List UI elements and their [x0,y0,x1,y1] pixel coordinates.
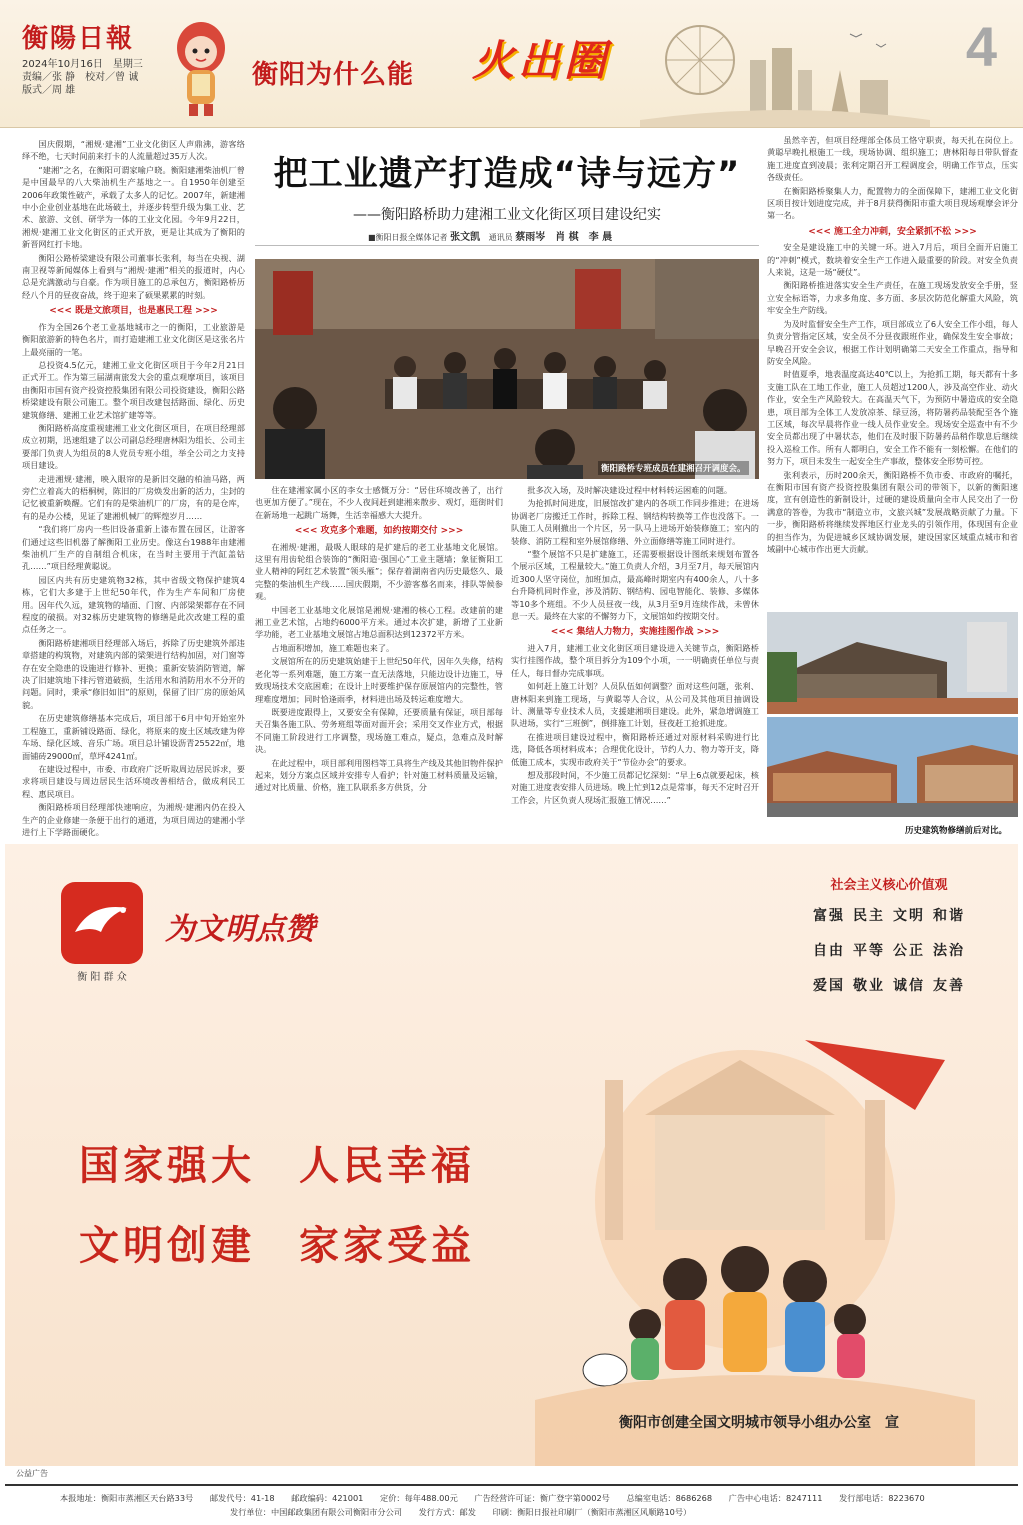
byline-source: ■衡阳日报全媒体记者 [368,233,448,242]
feature-title: 衡阳为什么能 [252,60,415,90]
value-word: 诚信 [893,978,925,994]
ad-label: 公益广告 [16,1469,48,1478]
values-row [789,905,989,925]
paragraph: 走进湘规·建湘，映入眼帘的是新旧交融的柏油马路，两旁伫立着高大的梧桐树，陈旧的厂房焕发出新的活力，尘封的记忆被重新唤醒。它们有的是柴油机厂的厂房，有的是仓库，有的是办公楼，见证了建湘机械厂的辉煌岁月…… [22,473,245,521]
paragraph: 在此过程中，项目部利用图档等工具将生产线及其他旧物件保护起来，划分方案点区域并安排专人看护；针对施工材料质量及运输，通过对比质量、价格，施工队联系多方供货，分 [255,757,503,793]
paragraph: 园区内共有历史建筑物32栋，其中省级文物保护建筑4栋，它们大多建于上世纪50年代，作为生产车间和厂房使用。因年代久远，建筑物的墙面、门窗、内部梁架都存在不同程度的破损。对32栋历史建筑物的修缮是此次改建工程的重点任务之一。 [22,574,245,635]
byline-correspondents: 蔡雨岑 肖 棋 李 晨 [515,232,613,243]
paragraph: 作为全国26个老工业基地城市之一的衡阳，工业旅游是衡阳旅游新的特色名片，而打造建湘工业文化街区是这张名片上最亮丽的一笔。 [22,321,245,357]
article-column-2 [255,484,503,840]
paragraph: 安全是建设施工中的关键一环。进入7月后，项目全面开启施工的“冲刺”模式，数块着安全生产工作进入最重要的阶段。对安全负责人来说，这是一场“硬仗”。 [767,242,1018,278]
paragraph: 国庆假期，“湘规·建湘”工业文化街区人声鼎沸，游客络绎不绝，七天时间前来打卡的人流量超过35万人次。 [22,139,245,162]
mascot-illustration [170,14,232,118]
byline-correspondent-label: 通讯员 [488,233,513,242]
value-word: 友善 [933,978,965,994]
byline-reporter: 张文凯 [450,232,481,243]
values-row [789,975,989,995]
byline [368,228,618,243]
paragraph: “整个展馆不只是扩建施工，还需要根据设计图纸来规划布置各个展示区域，工程量较大。”施工负责人介绍，3月至7月，每天展馆内近300人坚守岗位，加班加点，最高峰时期室内有400余人，八十多台升降机同时作业，涉及消防、钢结构、园电智能化、装修、多媒体等10多个班组。不少人员昼夜一线，从3月至9月连续作战，未曾休息一天。最终在大家的不懈努力下，文展馆如约按期交付。 [511,549,759,622]
logo-caption: 衡 阳 群 众 [77,972,127,983]
section-heading: <<< 施工全力冲刺，安全紧抓不松 >>> [808,226,977,237]
page-number: 4 [965,15,997,78]
masthead [0,0,1023,128]
paragraph: 在建设过程中，市委、市政府广泛听取周边居民诉求，要求将项目建设与周边居民生活环境改善相结合，做成利民工程、惠民项目。 [22,763,245,799]
paragraph: 住在建湘家属小区的李女士感慨万分：“居住环境改善了，出行也更加方便了。”现在，不少人夜间赶到建湘来散步、观灯，逛街时们在新场地一起跳广场舞，生活幸福感大大提升。 [255,485,503,520]
building-photo-caption: 历史建筑物修缮前后对比。 [905,826,1008,836]
edition-meta [22,58,143,97]
value-word: 富强 [813,908,845,924]
paragraph: 在衡阳路桥聚集人力，配置物力的全面保障下，建湘工业文化街区项目按计划进度完成，并于8月获得衡阳市重大项目现场观摩会评分第一名。 [767,185,1018,221]
paragraph: “建湘”之名，在衡阳可谓家喻户晓。衡阳建湘柴油机厂曾是中国最早的八大柴油机生产基地之一。自1950年创建至2006年政策性破产，承载了太多人的记忆。2007年，新建湘中小企业创业基地在此场破土，并逐步转型升级为集工业、艺术、旅游、文创、研学为一体的工业文化园。今年9月22日，湘规·建湘工业文化街区的正式开放，更是让其成为了衡阳的新晋网红打卡地。 [22,164,245,250]
value-word: 公正 [893,943,925,959]
footer-item: 本报地址：衡阳市蒸湘区天台路33号 [60,1493,194,1503]
core-values-panel [789,874,989,1010]
article-subhead: ——衡阳路桥助力建湘工业文化街区项目建设纪实 [353,207,661,223]
paragraph: 衡阳公路桥梁建设有限公司董事长张利，每当在央视、湖南卫视等新闻媒体上看到与“湘规·建湘”相关的报道时，内心总是充满激动与自豪。作为项目施工的总承包方，衡阳路桥历经八个月的昼夜奋战，终于迎来了硕果累累的时刻。 [22,252,245,300]
headline-divider [255,245,759,246]
paragraph: 为及时监督安全生产工作，项目部成立了6人安全工作小组，每人负责分管指定区域，安全员不分昼夜跟班作业，确保发生安全事故；早晚召开安全会议，根据工作计划明确第二天安全工作重点，指导和防安全风险。 [767,318,1018,366]
feature-highlight: 火出圈 [472,36,611,85]
footer-item: 广告中心电话：8247111 [728,1493,823,1503]
section-heading: <<< 既是文旅项目，也是惠民工程 >>> [49,306,218,317]
ad-organization: 衡阳市创建全国文明城市领导小组办公室 宣 [619,1415,899,1431]
newspaper-logo: 衡陽日報 [22,24,135,54]
article-column-3 [511,484,759,840]
paragraph: 张利表示，历时200余天，衡阳路桥不负市委、市政府的嘱托，在衡阳市国有资产投资控股集团有限公司的带领下，以新的衡阳速度，宣有创造性的新制设计，过硬的建设质量向全市人民交出了一份满意的答卷，为我市“制造立市，文旅兴城”发展战略贡献了力量。下一步，衡阳路桥将继续发挥地区行业龙头的引领作用，体现国有企业的担当作为，为促进城乡区域协调发展，建设国家区域重点城市和省域副中心城市作出更大贡献。 [767,469,1018,554]
article-headline: 把工业遗产打造成“诗与远方” [273,154,741,194]
footer-line-2 [230,1507,705,1518]
value-word: 法治 [933,943,965,959]
paragraph: 为抢抓时间进度，旧展馆改扩建内的各项工作同步推进；在进场协调老厂房搬迁工作时，拆除工程、钢结构转换等工作也没落下。一队施工人员刚撤出一个片区，另一队马上进场开始装修施工；室内的装修、消防工程和室外展馆修缮、外立面修缮等施工同时进行。 [511,498,759,546]
footer-item: 定价：每年488.00元 [380,1493,458,1503]
paragraph: 中国老工业基地文化展馆是湘规·建湘的核心工程。改建前的建湘工业艺术馆，占地约6000平方米。通过本次扩建，新增了工业新学功能，老工业基地文展馆占地总面积达到12372平方米。 [255,604,503,640]
meeting-photo-caption: 衡阳路桥专班成员在建湘召开调度会。 [598,461,749,475]
slogan-line-2: 文明创建 家家受益 [79,1222,475,1269]
core-values-title: 社会主义核心价值观 [830,878,948,893]
footer-item: 邮政编码：421001 [291,1493,364,1503]
paragraph: 总投资4.5亿元，建湘工业文化街区项目于今年2月21日正式开工。作为第三届湖南旅发大会的重点观摩项目，该项目由衡阳市国有资产投资控股集团有限公司投资建设，衡阳公路桥梁建设有限公司施工。整个项目改建包括路面、绿化、历史建筑修缮、建湘工业艺术馆扩建等等。 [22,359,245,420]
paragraph: 时值夏季，地表温度高达40℃以上，为抢抓工期，每天都有十多支施工队在工地工作业，施工人员超过1200人，涉及高空作业、动火作业，安全生产风险较大。在高温天气下，为预防中暑造成的安全隐患，项目部为全体工人发放凉茶、绿豆汤，将防暑药品装配至各个施工区域，每次早晨将作业一线人员作业安全。现场安全巡查中有不少安全员都出现了中暑状态，他们在及时服下防暑药品稍作歇息后继续投入巡检工作。所有人都明白，安全工作不能有一刻松懈。在他们的努力下，项目未发生一起安全生产事故，整体安全形势可控。 [767,369,1018,467]
value-word: 民主 [853,908,885,924]
slogan-line-1: 国家强大 人民幸福 [79,1142,475,1189]
paragraph: “我们将厂房内一些旧设备重新上漆布置在园区，让游客们通过这些旧机器了解衡阳工业历史。像这台1988年由建湘柴油机厂生产的自制组合机床，在当时主要用于汽缸盖钻孔……”项目经理黄聪说。 [22,524,245,572]
values-row [789,940,989,960]
value-word: 爱国 [813,978,845,994]
ad-wordmark: 为文明点赞 [165,912,315,947]
crane-logo-icon [61,882,143,964]
paragraph: 进入7月，建湘工业文化街区项目建设进入关键节点，衡阳路桥实行挂图作战，整个项目拆分为109个小项，一一明确责任单位与责任人，每日督办完成事项。 [511,642,759,678]
building-after-photo [767,717,1018,817]
paragraph: 既要进度跟得上，又要安全有保障，还要质量有保证，项目部每天召集各施工队、劳务班组等面对面开会；采用交叉作业方式，根据不同施工阶段进行工序调整，现场施工难点，疑点，急难点及时解决。 [255,706,503,755]
paragraph: 在湘规·建湘，最吸人眼球的是扩建后的老工业基地文化展馆。这里有用齿轮组合装饰的“衡阳造·强国心”工业主题墙；象征衡阳工业人精神的阿红艺术装置“领头雁”；保存着湖南省内历史最悠久、最完整的柴油机生产线……国庆假期，不少游客慕名而来，排队等候参观。 [255,541,503,602]
section-heading: <<< 攻克多个难题，如约按期交付 >>> [294,526,464,537]
meeting-photo [255,259,759,479]
footer-item: 发行部电话：8223670 [839,1493,925,1503]
article [0,128,1023,840]
value-word: 和谐 [933,908,965,924]
footer-line-1 [60,1493,939,1504]
paragraph: 想及那段时间，不少施工员都记忆深刻：“早上6点就要起床，核对施工进度表安排人员进场。晚上忙到12点是常事，每天不定时召开工作会，片区负责人现场汇报施工情况……” [511,769,759,805]
section-heading: <<< 集结人力物力，实施挂图作战 >>> [550,627,720,638]
building-after-illustration [767,717,1018,817]
public-service-ad [5,844,1018,1466]
article-column-5 [767,134,1018,608]
paragraph: 占地面积增加，施工难题也来了。 [271,642,395,653]
value-word: 敬业 [853,978,885,994]
value-word: 自由 [813,943,845,959]
family-illustration [475,1020,1015,1466]
paragraph: 文展馆所在的历史建筑始建于上世纪50年代，因年久失修，结构老化等一系列难题，施工方案一直无法落地，只能边设计边施工，导致现场技术交底困难；在设计上时要维护保存原展馆内的完整性，管理难度增加；同时恰逢雨季，材料进出场及转运难度增大。 [255,656,503,704]
value-word: 平等 [853,943,885,959]
editors-line-2: 版式／周 雄 [22,85,76,96]
paragraph: 衡阳路桥项目经理部快速响应，为湘规·建湘内仍在投入生产的企业修建一条便于出行的通道，为项目周边的建湘小学进行上下学路面硬化。 [22,802,245,837]
article-column-1 [22,138,245,838]
value-word: 文明 [893,908,925,924]
footer-item: 发行单位：中国邮政集团有限公司衡阳市分公司 [230,1507,402,1517]
paragraph: 如何赶上施工计划？人员队伍如何调整？面对这些问题，张利、唐林阳来到施工现场，与黄聪等人合议，从公司及其他项目抽调设计、测量等专业技术人员，支援建湘项目建设。此外，紧急增调施工队进场，实行“三班倒”，倒排施工计划，昼夜赶工抢抓进度。 [511,681,759,729]
footer-item: 总编室电话：8686268 [626,1493,713,1503]
building-before-illustration [767,612,1018,714]
paragraph: 衡阳路桥建湘项目经理部入场后，拆除了历史建筑外部违章搭建的构筑物，对建筑内部的梁架进行结构加固，对门窗等存在安全隐患的设施进行修补、更换；重新安装消防管道，解决了旧建筑地下排污管道破损，生活用水和消防用水不分开的问题。同时，秉承“修旧如旧”的原则，保留了旧厂房的原始风貌。 [22,637,245,710]
paragraph: 在历史建筑修缮基本完成后，项目部于6月中旬开始室外工程施工，重新铺设路面、绿化，将原来的废土区域改建为停车场、绿化区域、音乐广场。项目总计铺设沥青25522㎡，地面铺砖29000㎡，草坪4241㎡。 [22,713,245,761]
paragraph: 批多次入场，及时解决建设过程中材料转运困难的问题。 [527,485,733,495]
footer-item: 邮发代号：41-18 [209,1493,275,1503]
footer-item: 发行方式：邮发 [418,1507,476,1517]
paragraph: 衡阳路桥推进落实安全生产责任，在施工现场发放安全手册，竖立安全标语等，力求多角度、多方面、多层次防范化解重大风险，筑牢安全生产防线。 [767,280,1018,316]
city-skyline-illustration [640,20,930,128]
meeting-photo-illustration [255,259,759,479]
building-before-photo [767,612,1018,714]
paragraph: 在推进项目建设过程中，衡阳路桥还通过对原材料采购进行比选，降低各项材料成本；合理优化设计，节约人力、物力等开支，降低施工成本，实现市政府关于“节俭办会”的要求。 [511,731,759,767]
footer-item: 广告经营许可证：衡广登字第0002号 [474,1493,610,1503]
editors-line-1: 责编／张 静 校对／曾 诚 [22,72,139,83]
paragraph: 衡阳路桥高度重视建湘工业文化街区项目，在项目经理部成立初期，迅速组建了以公司副总经理唐林阳为组长、公司主要部门负责人为组员的8人党员专班小组，举全公司之力支持项目建设。 [22,422,245,471]
footer-item: 印刷：衡阳日报社印刷厂（衡阳市蒸湘区风顺路10号） [492,1507,692,1517]
footer-divider [5,1484,1018,1486]
edition-date: 2024年10月16日 星期三 [22,59,143,70]
paragraph: 虽然辛苦，但项目经理部全体员工恪守职责，每天扎在岗位上。黄聪早晚扎根施工一线，现场协调、组织施工；唐林阳每日带队督查施工进度直到凌晨；张利定期召开工程调度会，明确工作节点，压实各级责任。 [767,135,1018,183]
